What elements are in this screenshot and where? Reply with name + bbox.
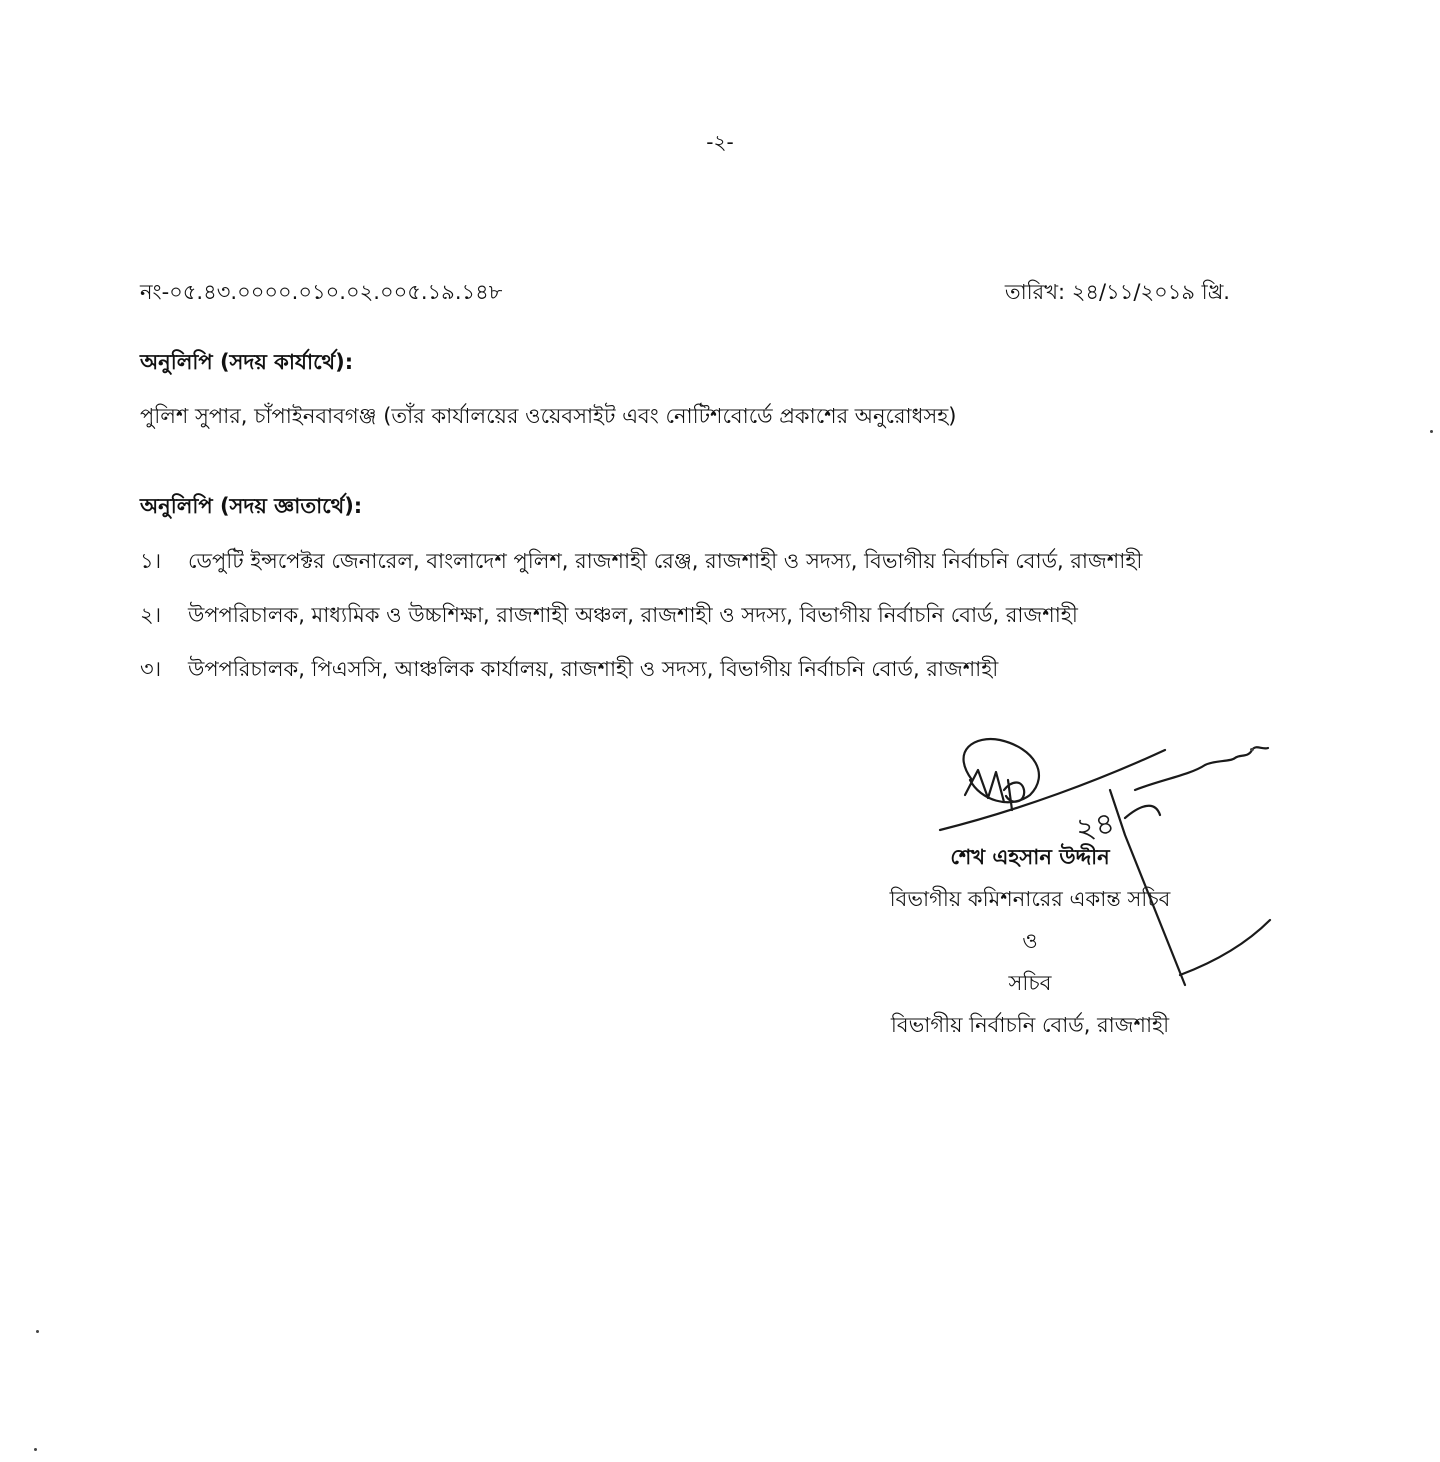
list-item-text: উপপরিচালক, পিএসসি, আঞ্চলিক কার্যালয়, রাজশাহী ও সদস্য, বিভাগীয় নির্বাচনি বোর্ড, রাজশাহী <box>188 657 999 681</box>
copy-action-heading: অনুলিপি (সদয় কার্যার্থে): <box>140 350 354 374</box>
list-item-number: ১। <box>140 549 162 573</box>
signatory-title-3: বিভাগীয় নির্বাচনি বোর্ড, রাজশাহী <box>890 1013 1170 1037</box>
signatory-conjunction: ও <box>1022 929 1038 953</box>
copy-info-list <box>140 544 1240 706</box>
copy-action-recipient: পুলিশ সুপার, চাঁপাইনবাবগঞ্জ (তাঁর কার্যালয়ের ওয়েবসাইট এবং নোটিশবোর্ডে প্রকাশের অনুরোধসহ) <box>140 404 957 428</box>
signatory-title-1: বিভাগীয় কমিশনারের একান্ত সচিব <box>889 887 1171 911</box>
list-item <box>140 598 1240 632</box>
memo-date: তারিখ: ২৪/১১/২০১৯ খ্রি. <box>1004 280 1230 304</box>
signatory-title-2: সচিব <box>1008 971 1052 995</box>
scan-speck <box>36 1330 39 1333</box>
memo-number: নং-০৫.৪৩.০০০০.০১০.০২.০০৫.১৯.১৪৮ <box>140 280 503 304</box>
list-item <box>140 652 1240 686</box>
handwritten-signature <box>900 720 1300 1020</box>
list-item <box>140 544 1240 578</box>
list-item-text: উপপরিচালক, মাধ্যমিক ও উচ্চশিক্ষা, রাজশাহী অঞ্চল, রাজশাহী ও সদস্য, বিভাগীয় নির্বাচনি বোর্ড, রাজশাহী <box>188 603 1078 627</box>
signatory-name: শেখ এহসান উদ্দীন <box>950 845 1110 869</box>
scan-speck <box>34 1448 37 1451</box>
page-number: -২- <box>706 130 734 154</box>
scan-speck <box>1250 748 1254 751</box>
list-item-number: ২। <box>140 603 162 627</box>
signature-date: ২৪ <box>1072 805 1118 848</box>
copy-info-heading: অনুলিপি (সদয় জ্ঞাতার্থে): <box>140 494 363 518</box>
list-item-number: ৩। <box>140 657 162 681</box>
list-item-text: ডেপুটি ইন্সপেক্টর জেনারেল, বাংলাদেশ পুলিশ, রাজশাহী রেঞ্জ, রাজশাহী ও সদস্য, বিভাগীয় নির্বাচনি বোর্ড, রাজশাহী <box>188 549 1143 573</box>
scan-speck <box>1430 430 1433 433</box>
